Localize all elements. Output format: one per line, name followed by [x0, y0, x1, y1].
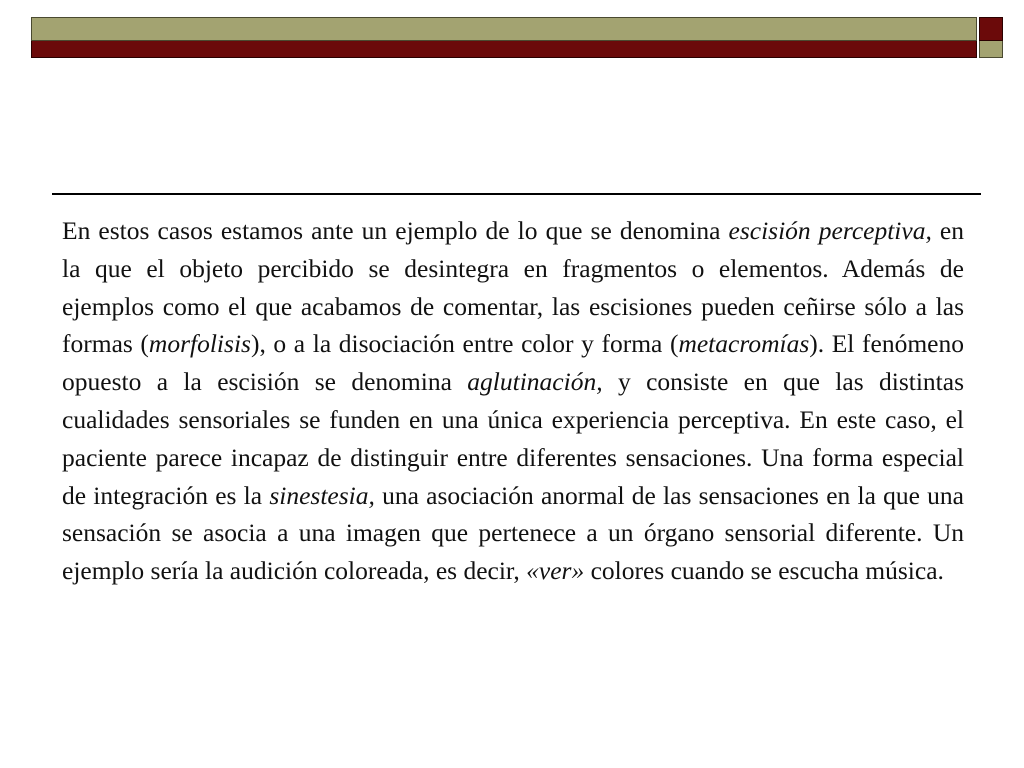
- italic-term-metacromias: metacromías: [678, 329, 810, 359]
- header-square-olive: [979, 41, 1003, 58]
- italic-term-escision-perceptiva: escisión perceptiva,: [728, 216, 932, 245]
- header-bar-olive: [31, 17, 977, 41]
- text-segment: y consiste en que las distintas cualidades sensoriales se funden en una única experiencia perceptiva. En este caso, el paciente parece incapaz de distinguir entre diferentes sensaciones. Una forma especial de integración es la: [62, 367, 965, 510]
- text-segment: ), o a la disociación entre color y forma (: [250, 329, 679, 359]
- text-segment: una asociación anormal de las sensaciones en la que una sensación se asocia a una imagen que pertenece a un órgano sensorial diferente. Un ejemplo sería la audición coloreada, es decir,: [62, 480, 964, 586]
- body-paragraph: [62, 212, 964, 590]
- text-segment: en la que el objeto percibido se desintegra en fragmentos o elementos. Además de ejemplos como el que acabamos de comentar, las escisiones pueden ceñirse sólo a las formas (: [62, 216, 964, 359]
- text-segment: En estos casos estamos ante un ejemplo de lo que se denomina: [62, 216, 729, 245]
- title-divider-line: [52, 193, 981, 195]
- italic-term-sinestesia: sinestesia,: [269, 480, 375, 510]
- italic-term-aglutinacion: aglutinación,: [467, 367, 603, 397]
- italic-term-ver: «ver»: [526, 556, 585, 586]
- italic-term-morfolisis: morfolisis: [148, 329, 251, 359]
- text-segment: colores cuando se escucha música.: [584, 556, 944, 586]
- header-square-maroon: [979, 17, 1003, 41]
- header-bar-maroon: [31, 41, 977, 58]
- text-segment: ). El fenómeno opuesto a la escisión se denomina: [62, 329, 964, 397]
